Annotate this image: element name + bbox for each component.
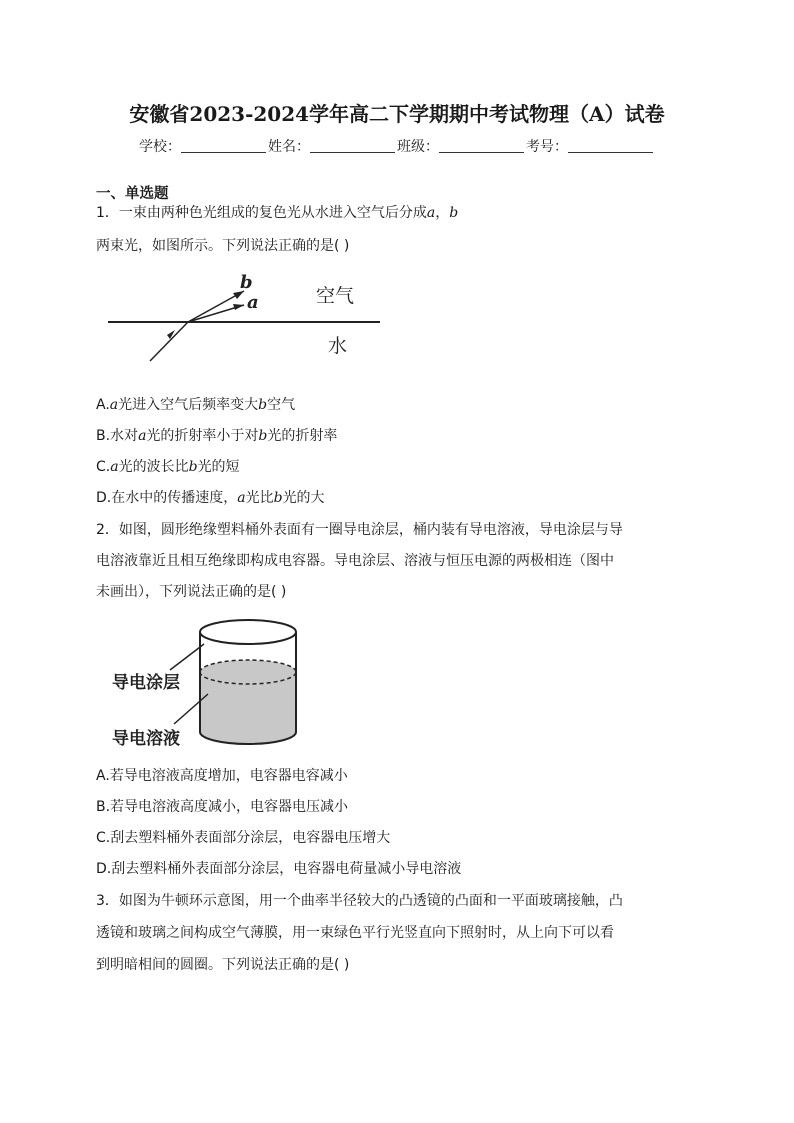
label-coating: 导电涂层	[112, 673, 180, 693]
q2-stem-line3: 未画出），下列说法正确的是( )	[96, 584, 287, 600]
incident-ray	[150, 322, 188, 361]
number-label: 考号：	[526, 139, 568, 155]
q1-option-d[interactable]: D.在水中的传播速度，a光比b光的大	[96, 490, 325, 506]
q1-refraction-figure	[100, 265, 390, 370]
number-blank[interactable]	[568, 138, 653, 153]
q1-stem-line2: 两束光，如图所示。下列说法正确的是( )	[96, 238, 350, 254]
student-info-line	[0, 136, 794, 156]
exam-title: 安徽省2023-2024学年高二下学期期中考试物理（A）试卷	[129, 102, 665, 126]
section-title: 一、单选题	[96, 186, 169, 202]
q2-capacitor-bucket-figure	[108, 612, 308, 756]
school-blank[interactable]	[181, 138, 266, 153]
q2-option-d[interactable]: D.刮去塑料桶外表面部分涂层，电容器电荷量减小导电溶液	[96, 861, 462, 877]
label-water: 水	[328, 335, 348, 357]
ray-a-arrow	[233, 304, 244, 310]
name-blank[interactable]	[310, 138, 395, 153]
q3-stem-line2: 透镜和玻璃之间构成空气薄膜，用一束绿色平行光竖直向下照射时，从上向下可以看	[96, 925, 614, 941]
label-air: 空气	[316, 285, 355, 307]
label-b: b	[240, 272, 253, 293]
school-label: 学校：	[139, 139, 181, 155]
q3-stem-line1: 3．如图为牛顿环示意图，用一个曲率半径较大的凸透镜的凸面和一平面玻璃接触，凸	[96, 893, 623, 909]
q2-option-a[interactable]: A.若导电溶液高度增加，电容器电容减小	[96, 768, 348, 784]
class-blank[interactable]	[439, 138, 524, 153]
q1-stem-line1: 1．一束由两种色光组成的复色光从水进入空气后分成a，b	[96, 205, 459, 221]
incident-arrow	[167, 330, 175, 339]
coating-leader-line	[170, 644, 204, 670]
name-label: 姓名：	[268, 139, 310, 155]
q3-stem-line3: 到明暗相间的圆圈。下列说法正确的是( )	[96, 957, 350, 973]
bucket-rim	[200, 620, 296, 644]
label-solution: 导电溶液	[112, 729, 180, 749]
label-a: a	[247, 292, 259, 313]
q1-option-a[interactable]: A.a光进入空气后频率变大b空气	[96, 397, 296, 413]
q2-option-b[interactable]: B.若导电溶液高度减小，电容器电压减小	[96, 799, 349, 815]
class-label: 班级：	[397, 139, 439, 155]
q2-stem-line2: 电溶液靠近且相互绝缘即构成电容器。导电涂层、溶液与恒压电源的两极相连（图中	[96, 553, 614, 569]
q2-option-c[interactable]: C.刮去塑料桶外表面部分涂层，电容器电压增大	[96, 830, 391, 846]
q1-option-c[interactable]: C.a光的波长比b光的短	[96, 459, 240, 475]
q2-stem-line1: 2．如图，圆形绝缘塑料桶外表面有一圈导电涂层，桶内装有导电溶液，导电涂层与导	[96, 522, 623, 538]
q1-option-b[interactable]: B.水对a光的折射率小于对b光的折射率	[96, 428, 338, 444]
